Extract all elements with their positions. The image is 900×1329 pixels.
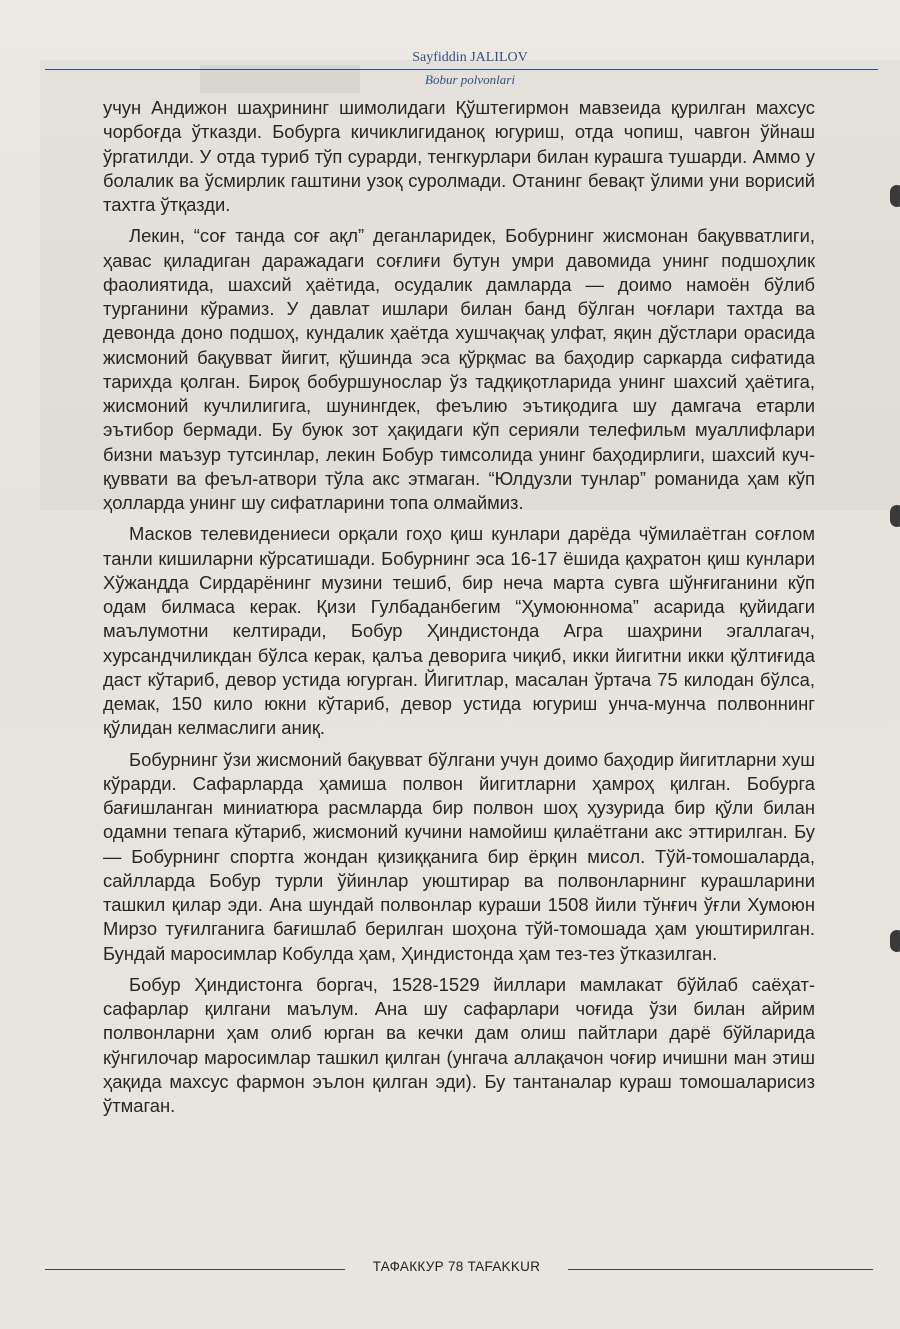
footer-rule-left [45,1269,345,1270]
footer-page-label: ТАФАККУР 78 TAFAKKUR [372,1259,541,1274]
header-rule [45,69,878,70]
binder-hole [890,930,900,952]
paragraph: учун Андижон шаҳрининг шимолидаги Қўштегирмон мавзеида қурилган махсус чорбоғда ўтказди. Бобурга кичиклигиданоқ югуриш, отда чопиш, чавгон ўйнаш ўргатилди. У отда туриб тўп сурарди, тенгкурлари билан курашга тушарди. Аммо у болалик ва ўсмирлик гаштини узоқ суролмади. Отанинг бевақт ўлими уни ворисий тахтга ўтқазди. [103,97,815,215]
binder-hole [890,185,900,207]
paragraph: Лекин, “соғ танда соғ ақл” деганларидек, Бобурнинг жисмонан бақувватлиги, ҳавас қиладиган даражадаги соғлиғи бутун умри давомида унинг подшоҳлик фаолиятида, шахсий ҳаётида, осудалик дамларда — доимо намоён бўлиб турганини кўрамиз. У давлат ишлари билан банд бўлган чоғлари тахтда ва девонда доно подшоҳ, кундалик ҳаётда хушчақчақ улфат, яқин дўстлари орасида жисмоний бақувват йигит, қўшинда эса қўрқмас ва баҳодир саркарда сифатида тарихда қолган. Бироқ бобуршунослар ўз тадқиқотларида унинг шахсий ҳаётига, жисмоний кучлилигига, шунингдек, феълию эътиқодига шу дамгача етарли эътибор бермади. Бу буюк зот ҳақидаги кўп серияли телефильм муаллифлари бизни маъзур тутсинлар, лекин Бобур тимсолида унинг баҳодирлиги, шахсий куч-қуввати ва феъл-атвори тўла акс этмаган. “Юлдузли тунлар” романида ҳам кўп ҳолларда унинг шу сифатларини топа олмаймиз. [103,225,815,513]
binder-hole [890,505,900,527]
paragraph: Бобур Ҳиндистонга боргач, 1528-1529 йиллари мамлакат бўйлаб саёҳат-сафарлар қилгани маълум. Ана шу сафарлари чоғида ўзи билан айрим полвонларни ҳам олиб юрган ва кечки дам олиш пайтлари дарё бўйларида кўнгилочар маросимлар ташкил қилган (унгача аллақачон чоғир ичишни ман этиш ҳақида махсус фармон эълон қилган эди). Бу тантаналар кураш томошаларисиз ўтмаган. [103,973,815,1116]
footer-rule-right [568,1269,873,1270]
paragraph: Бобурнинг ўзи жисмоний бақувват бўлгани учун доимо баҳодир йигитларни хуш кўрарди. Сафарларда ҳамиша полвон йигитларни ҳамроҳ қилган. Бобурга бағишланган миниатюра расмларда бир полвон шоҳ ҳузурида бир қўли билан одамни тепага кўтариб, жисмоний кучини намойиш қилаётгани акс эттирилган. Бу — Бобурнинг спортга жондан қизиққанига бир ёрқин мисол. Тўй-томошаларда, сайлларда Бобур турли ўйинлар уюштирар ва полвонларнинг курашларини ташкил қилар эди. Ана шундай полвонлар кураши 1508 йили тўнғич ўғли Хумоюн Мирзо туғилганига бағишлаб берилган шоҳона тўй-томошада ҳам уюштирилган. Бундай маросимлар Кобулда ҳам, Ҳиндистонда ҳам тез-тез ўтказилган. [103,748,815,964]
header-subtitle: Bobur polvonlari [425,72,515,87]
paragraph: Масков телевидениеси орқали гоҳо қиш кунлари дарёда чўмилаётган соғлом танли кишиларни кўрсатишади. Бобурнинг эса 16-17 ёшида қаҳратон қиш кунлари Хўжандда Сирдарёнинг музини тешиб, бир неча марта сувга шўнғиганини кўп одам билмаса керак. Қизи Гулбаданбегим “Ҳумоюннома” асарида қуйидаги маълумотни келтиради, Бобур Ҳиндистонда Агра шаҳрини эгаллагач, хурсандчиликдан бўлса керак, қалъа деворига чиқиб, икки йигитни икки қўлтиғида даст кўтариб, девор устида югурган. Йигитлар, масалан ўртача 75 килодан бўлса, демак, 150 кило юкни кўтариб, девор устида югуриш унча-мунча полвоннинг қўлидан келмаслиги аниқ. [103,523,815,739]
article-body [103,96,815,1125]
header-author: Sayfiddin JALILOV [412,50,528,65]
